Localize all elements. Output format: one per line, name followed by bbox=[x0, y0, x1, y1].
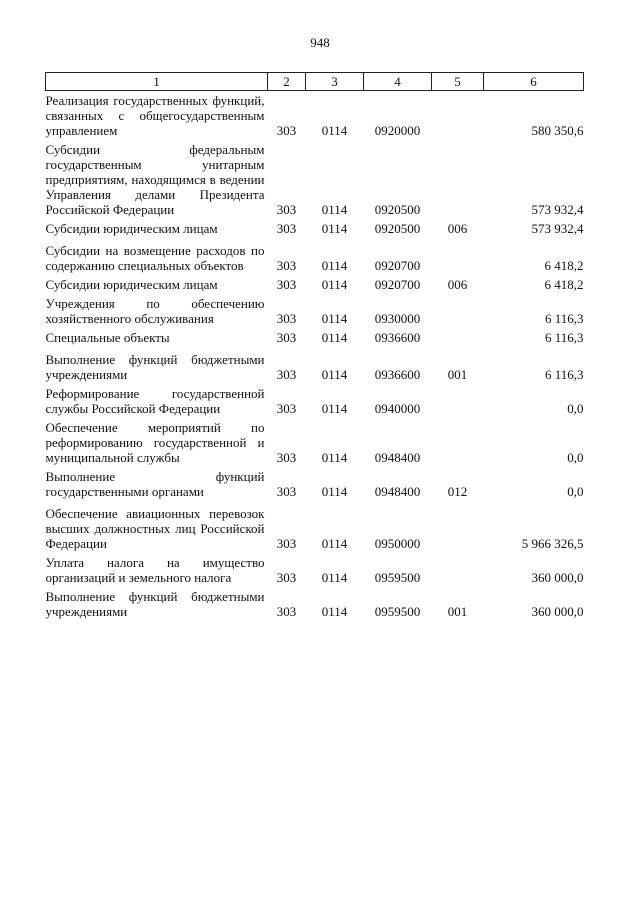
row-col-5 bbox=[432, 499, 484, 551]
row-name: Субсидии юридическим лицам bbox=[45, 221, 218, 236]
row-col-3: 0114 bbox=[321, 330, 348, 345]
row-col-2: 303 bbox=[276, 221, 297, 236]
row-col-3: 0114 bbox=[321, 123, 348, 138]
row-amount: 360 000,0 bbox=[531, 570, 584, 585]
row-name: Выполнение функций бюджетными учреждениями bbox=[45, 352, 265, 382]
row-col-5 bbox=[432, 236, 484, 273]
table-row bbox=[46, 273, 584, 292]
row-col-5 bbox=[432, 292, 484, 326]
row-col-2: 303 bbox=[276, 401, 297, 416]
row-col-3: 0114 bbox=[321, 570, 348, 585]
row-name: Субсидии юридическим лицам bbox=[45, 277, 218, 292]
row-amount: 6 116,3 bbox=[544, 367, 584, 382]
row-col-2: 303 bbox=[276, 123, 297, 138]
row-col-4: 0920700 bbox=[374, 258, 421, 273]
row-col-5 bbox=[432, 382, 484, 416]
row-name: Обеспечение авиационных перевозок высших должностных лиц Российской Федерации bbox=[45, 506, 265, 551]
row-col-3: 0114 bbox=[321, 484, 348, 499]
row-col-4: 0948400 bbox=[374, 450, 421, 465]
row-col-2: 303 bbox=[276, 311, 297, 326]
row-col-4: 0959500 bbox=[374, 604, 421, 619]
row-col-2: 303 bbox=[276, 330, 297, 345]
row-col-3: 0114 bbox=[321, 311, 348, 326]
row-col-4: 0920500 bbox=[374, 221, 421, 236]
row-col-5: 001 bbox=[447, 604, 468, 619]
table-row bbox=[46, 217, 584, 236]
header-col-3: 3 bbox=[306, 73, 364, 91]
row-col-5 bbox=[432, 91, 484, 139]
row-col-3: 0114 bbox=[321, 367, 348, 382]
row-col-5: 006 bbox=[447, 221, 468, 236]
row-name: Выполнение функций бюджетными учреждениями bbox=[45, 589, 265, 619]
row-col-4: 0940000 bbox=[374, 401, 421, 416]
row-name: Выполнение функций государственными органами bbox=[45, 469, 265, 499]
row-col-5 bbox=[432, 551, 484, 585]
row-name: Реформирование государственной службы Российской Федерации bbox=[45, 386, 265, 416]
row-name: Учреждения по обеспечению хозяйственного обслуживания bbox=[45, 296, 265, 326]
row-col-4: 0920700 bbox=[374, 277, 421, 292]
row-amount: 0,0 bbox=[567, 484, 584, 499]
row-col-2: 303 bbox=[276, 570, 297, 585]
table-row bbox=[46, 585, 584, 619]
row-col-2: 303 bbox=[276, 484, 297, 499]
header-col-5: 5 bbox=[432, 73, 484, 91]
table-header-row bbox=[46, 73, 584, 91]
row-col-3: 0114 bbox=[321, 277, 348, 292]
row-col-4: 0936600 bbox=[374, 367, 421, 382]
row-amount: 6 418,2 bbox=[544, 258, 584, 273]
row-name: Обеспечение мероприятий по реформированию государственной и муниципальной службы bbox=[45, 420, 265, 465]
row-amount: 0,0 bbox=[567, 401, 584, 416]
row-col-3: 0114 bbox=[321, 221, 348, 236]
row-col-2: 303 bbox=[276, 450, 297, 465]
table-row bbox=[46, 91, 584, 139]
row-col-5: 012 bbox=[447, 484, 468, 499]
row-amount: 0,0 bbox=[567, 450, 584, 465]
row-col-5 bbox=[432, 326, 484, 345]
row-col-2: 303 bbox=[276, 536, 297, 551]
table-row bbox=[46, 292, 584, 326]
row-col-3: 0114 bbox=[321, 604, 348, 619]
table-row bbox=[46, 416, 584, 465]
row-col-4: 0936600 bbox=[374, 330, 421, 345]
row-col-4: 0930000 bbox=[374, 311, 421, 326]
row-col-5: 006 bbox=[447, 277, 468, 292]
row-col-3: 0114 bbox=[321, 202, 348, 217]
row-col-3: 0114 bbox=[321, 401, 348, 416]
row-col-2: 303 bbox=[276, 367, 297, 382]
row-col-3: 0114 bbox=[321, 450, 348, 465]
row-amount: 360 000,0 bbox=[531, 604, 584, 619]
row-amount: 573 932,4 bbox=[531, 202, 584, 217]
table-row bbox=[46, 345, 584, 382]
row-col-4: 0948400 bbox=[374, 484, 421, 499]
row-name: Уплата налога на имущество организаций и земельного налога bbox=[45, 555, 265, 585]
table-row bbox=[46, 138, 584, 217]
row-col-3: 0114 bbox=[321, 258, 348, 273]
row-name: Субсидии на возмещение расходов по содержанию специальных объектов bbox=[45, 243, 265, 273]
row-col-4: 0950000 bbox=[374, 536, 421, 551]
row-amount: 573 932,4 bbox=[531, 221, 584, 236]
table-row bbox=[46, 326, 584, 345]
row-col-2: 303 bbox=[276, 604, 297, 619]
row-col-5: 001 bbox=[447, 367, 468, 382]
row-col-5 bbox=[432, 416, 484, 465]
row-col-4: 0959500 bbox=[374, 570, 421, 585]
row-amount: 580 350,6 bbox=[531, 123, 584, 138]
header-col-6: 6 bbox=[484, 73, 584, 91]
row-amount: 6 418,2 bbox=[544, 277, 584, 292]
row-amount: 6 116,3 bbox=[544, 330, 584, 345]
row-col-4: 0920500 bbox=[374, 202, 421, 217]
table-row bbox=[46, 465, 584, 499]
row-amount: 6 116,3 bbox=[544, 311, 584, 326]
row-col-2: 303 bbox=[276, 202, 297, 217]
header-col-4: 4 bbox=[364, 73, 432, 91]
budget-table bbox=[45, 72, 584, 619]
row-name: Реализация государственных функций, связанных с общегосударственным управлением bbox=[45, 93, 265, 138]
table-row bbox=[46, 382, 584, 416]
page-number: 948 bbox=[310, 35, 330, 50]
row-amount: 5 966 326,5 bbox=[521, 536, 584, 551]
row-col-5 bbox=[432, 138, 484, 217]
row-col-2: 303 bbox=[276, 277, 297, 292]
header-col-1: 1 bbox=[46, 73, 268, 91]
header-col-2: 2 bbox=[268, 73, 306, 91]
row-col-2: 303 bbox=[276, 258, 297, 273]
table-row bbox=[46, 499, 584, 551]
table-row bbox=[46, 236, 584, 273]
row-col-3: 0114 bbox=[321, 536, 348, 551]
row-name: Специальные объекты bbox=[45, 330, 170, 345]
row-col-4: 0920000 bbox=[374, 123, 421, 138]
table-row bbox=[46, 551, 584, 585]
row-name: Субсидии федеральным государственным унитарным предприятиям, находящимся в ведении Управления делами Президента Российской Федерации bbox=[45, 142, 265, 217]
